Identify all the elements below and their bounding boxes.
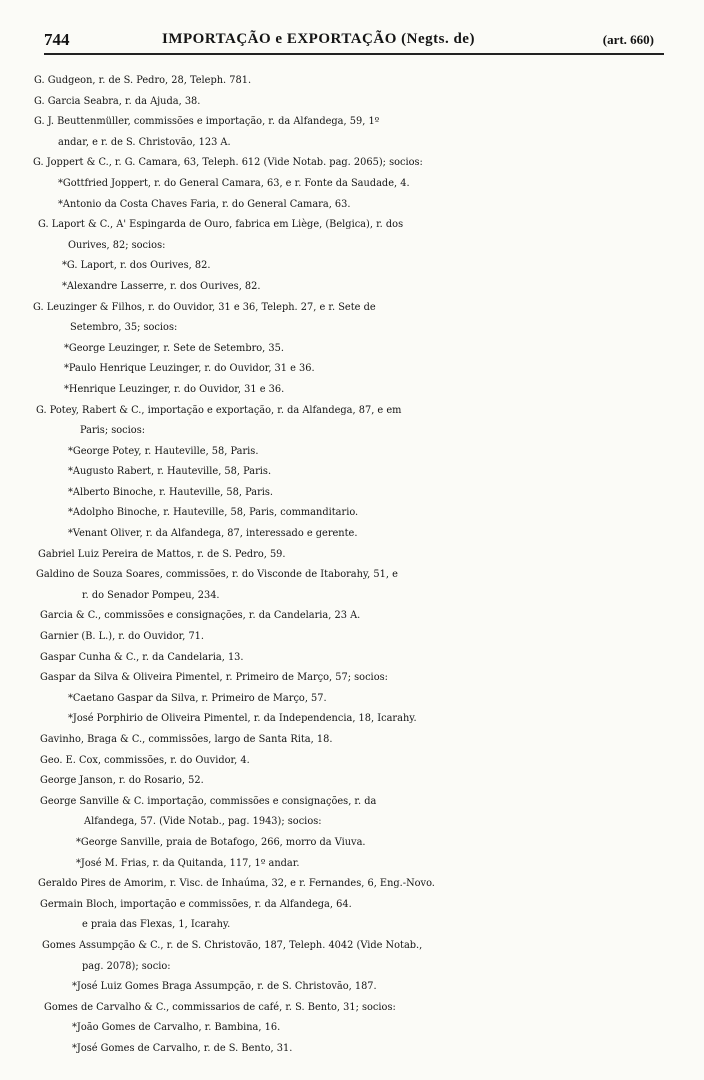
entry-line: Gomes Assumpção & C., r. de S. Christovão, 187, Teleph. 4042 (Vide Notab.,: [42, 939, 423, 951]
entry-list: [0, 71, 704, 1060]
entry-line: G. Gudgeon, r. de S. Pedro, 28, Teleph. 781.: [34, 75, 252, 86]
entry-line: George Sanville & C. importação, commissões e consignações, r. da: [40, 795, 377, 807]
entry-line: Gavinho, Braga & C., commissões, largo de Santa Rita, 18.: [40, 734, 333, 745]
entry-line: andar, e r. de S. Christovão, 123 A.: [58, 136, 231, 148]
entry-line: *João Gomes de Carvalho, r. Bambina, 16.: [72, 1022, 281, 1034]
entry-line: Garcia & C., commissões e consignações, r. da Candelaria, 23 A.: [40, 610, 361, 622]
header-rule: [44, 53, 664, 55]
entry-line: Germain Bloch, importação e commissões, r. da Alfandega, 64.: [40, 898, 352, 910]
entry-line: Setembro, 35; socios:: [70, 322, 178, 334]
entry-line: G. J. Beuttenmüller, commissões e importação, r. da Alfandega, 59, 1º: [34, 116, 380, 128]
entry-line: Gaspar Cunha & C., r. da Candelaria, 13.: [40, 651, 244, 663]
entry-line: pag. 2078); socio:: [82, 960, 171, 972]
entry-line: *Alexandre Lasserre, r. dos Ourives, 82.: [62, 280, 261, 292]
entry-line: G. Potey, Rabert & C., importação e exportação, r. da Alfandega, 87, e em: [36, 404, 402, 416]
entry-line: *José Porphirio de Oliveira Pimentel, r. da Independencia, 18, Icarahy.: [68, 713, 417, 725]
entry-line: *José M. Frias, r. da Quitanda, 117, 1º andar.: [76, 857, 300, 869]
entry-line: *Augusto Rabert, r. Hauteville, 58, Paris.: [68, 466, 272, 478]
entry-line: Ourives, 82; socios:: [68, 239, 166, 251]
entry-line: Geraldo Pires de Amorim, r. Visc. de Inhaúma, 32, e r. Fernandes, 6, Eng.-Novo.: [38, 878, 435, 890]
entry-line: *G. Laport, r. dos Ourives, 82.: [62, 260, 211, 272]
entry-line: Gabriel Luiz Pereira de Mattos, r. de S. Pedro, 59.: [38, 548, 286, 560]
entry-line: G. Garcia Seabra, r. da Ajuda, 38.: [34, 95, 201, 107]
entry-line: *George Leuzinger, r. Sete de Setembro, 35.: [64, 342, 284, 354]
article-reference: (art. 660): [602, 32, 654, 47]
entry-line: *Caetano Gaspar da Silva, r. Primeiro de Março, 57.: [68, 692, 327, 704]
page-number: 744: [44, 30, 70, 49]
entry-line: *Adolpho Binoche, r. Hauteville, 58, Paris, commanditario.: [68, 507, 359, 519]
entry-line: Garnier (B. L.), r. do Ouvidor, 71.: [40, 631, 205, 643]
section-title: IMPORTAÇÃO e EXPORTAÇÃO (Negts. de): [162, 31, 475, 47]
entry-line: *Venant Oliver, r. da Alfandega, 87, interessado e gerente.: [68, 528, 358, 540]
entry-line: Gaspar da Silva & Oliveira Pimentel, r. Primeiro de Março, 57; socios:: [40, 672, 388, 684]
entry-line: G. Laport & C., A' Espingarda de Ouro, fabrica em Liège, (Belgica), r. dos: [38, 219, 404, 231]
entry-line: Alfandega, 57. (Vide Notab., pag. 1943); socios:: [84, 816, 322, 828]
entry-line: *Antonio da Costa Chaves Faria, r. do General Camara, 63.: [58, 198, 351, 210]
entry-line: *Henrique Leuzinger, r. do Ouvidor, 31 e 36.: [64, 383, 285, 395]
entry-line: *Gottfried Joppert, r. do General Camara, 63, e r. Fonte da Saudade, 4.: [58, 177, 410, 189]
page-header: [44, 28, 654, 50]
entry-line: *José Luiz Gomes Braga Assumpção, r. de S. Christovão, 187.: [72, 981, 377, 993]
entry-line: Gomes de Carvalho & C., commissarios de café, r. S. Bento, 31; socios:: [44, 1001, 396, 1013]
entry-line: r. do Senador Pompeu, 234.: [82, 589, 220, 601]
entry-line: *Paulo Henrique Leuzinger, r. do Ouvidor, 31 e 36.: [64, 363, 315, 375]
entry-line: e praia das Flexas, 1, Icarahy.: [82, 919, 231, 931]
entry-line: *José Gomes de Carvalho, r. de S. Bento, 31.: [72, 1042, 293, 1054]
entry-line: Paris; socios:: [80, 425, 146, 437]
entry-line: George Janson, r. do Rosario, 52.: [40, 775, 204, 787]
entry-line: *George Potey, r. Hauteville, 58, Paris.: [68, 445, 259, 457]
entry-line: *George Sanville, praia de Botafogo, 266, morro da Viuva.: [76, 836, 366, 848]
entry-line: *Alberto Binoche, r. Hauteville, 58, Paris.: [68, 486, 274, 498]
entry-line: Galdino de Souza Soares, commissões, r. do Visconde de Itaborahy, 51, e: [36, 569, 398, 581]
entry-line: G. Leuzinger & Filhos, r. do Ouvidor, 31 e 36, Teleph. 27, e r. Sete de: [33, 301, 376, 313]
entry-line: G. Joppert & C., r. G. Camara, 63, Teleph. 612 (Vide Notab. pag. 2065); socios:: [33, 157, 423, 169]
entry-line: Geo. E. Cox, commissões, r. do Ouvidor, 4.: [40, 754, 250, 766]
